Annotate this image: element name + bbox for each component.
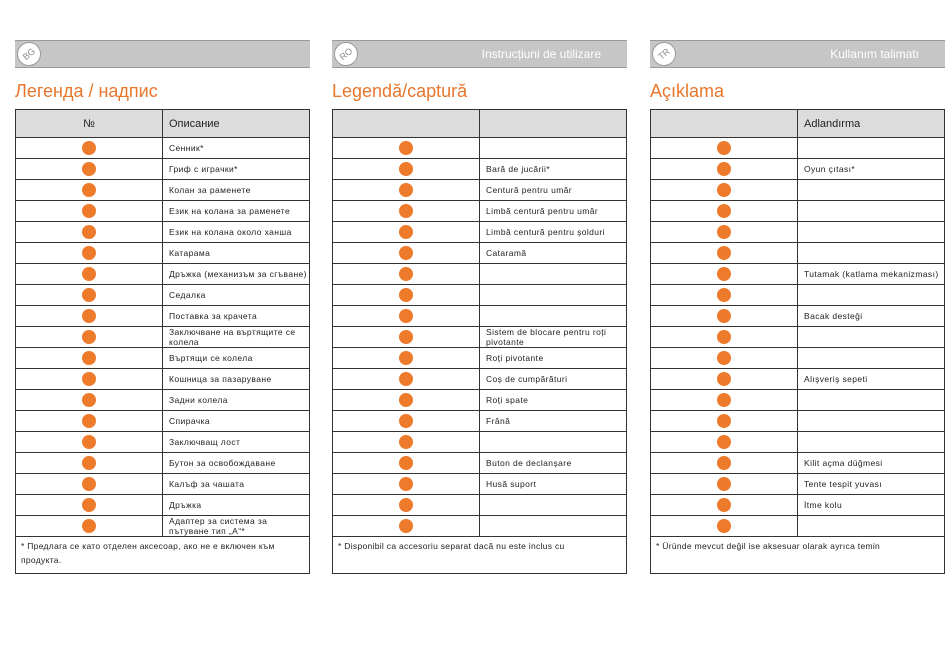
row-marker xyxy=(16,453,163,474)
row-marker xyxy=(651,369,798,390)
column-tr xyxy=(650,40,945,574)
table-row xyxy=(333,390,627,411)
row-marker xyxy=(651,138,798,159)
table-row xyxy=(333,264,627,285)
language-badge-ro: RO xyxy=(329,37,363,71)
orange-circle-icon xyxy=(717,330,731,344)
row-marker xyxy=(16,327,163,348)
row-description xyxy=(798,222,945,243)
table-row xyxy=(16,348,310,369)
orange-circle-icon xyxy=(399,372,413,386)
orange-circle-icon xyxy=(399,162,413,176)
row-marker xyxy=(333,306,480,327)
table-row xyxy=(16,180,310,201)
row-description: Заключване на въртящите се колела xyxy=(163,327,310,348)
row-marker xyxy=(16,201,163,222)
row-marker xyxy=(16,369,163,390)
row-marker xyxy=(333,180,480,201)
orange-circle-icon xyxy=(82,414,96,428)
table-row xyxy=(16,411,310,432)
table-header-desc: Adlandırma xyxy=(798,110,945,138)
row-description xyxy=(480,432,627,453)
row-marker xyxy=(651,264,798,285)
row-description: Husă suport xyxy=(480,474,627,495)
table-row xyxy=(651,495,945,516)
row-description: Limbă centură pentru umăr xyxy=(480,201,627,222)
row-description: Sistem de blocare pentru roți pivotante xyxy=(480,327,627,348)
orange-circle-icon xyxy=(82,435,96,449)
orange-circle-icon xyxy=(399,204,413,218)
row-description: Coș de cumpărături xyxy=(480,369,627,390)
table-row xyxy=(333,369,627,390)
row-description: Адаптер за система за пътуване тип „А“* xyxy=(163,516,310,537)
row-description: Tente tespit yuvası xyxy=(798,474,945,495)
table-row xyxy=(333,222,627,243)
row-marker xyxy=(651,474,798,495)
row-marker xyxy=(16,390,163,411)
row-description: Седалка xyxy=(163,285,310,306)
table-row xyxy=(16,453,310,474)
orange-circle-icon xyxy=(82,141,96,155)
table-row xyxy=(333,348,627,369)
table-row xyxy=(651,138,945,159)
orange-circle-icon xyxy=(717,246,731,260)
table-row xyxy=(651,222,945,243)
orange-circle-icon xyxy=(717,477,731,491)
row-description: Дръжка xyxy=(163,495,310,516)
orange-circle-icon xyxy=(717,309,731,323)
row-marker xyxy=(333,453,480,474)
row-marker xyxy=(651,159,798,180)
table-row xyxy=(16,159,310,180)
row-marker xyxy=(16,243,163,264)
section-title-tr: Açıklama xyxy=(650,81,725,101)
orange-circle-icon xyxy=(399,456,413,470)
row-description xyxy=(798,138,945,159)
row-marker xyxy=(333,243,480,264)
table-header-desc: Описание xyxy=(163,110,310,138)
row-marker xyxy=(16,138,163,159)
row-description xyxy=(798,243,945,264)
table-row xyxy=(333,285,627,306)
orange-circle-icon xyxy=(399,267,413,281)
table-row xyxy=(333,411,627,432)
orange-circle-icon xyxy=(399,435,413,449)
orange-circle-icon xyxy=(717,225,731,239)
table-row xyxy=(333,180,627,201)
row-marker xyxy=(333,327,480,348)
orange-circle-icon xyxy=(82,456,96,470)
row-description: Колан за раменете xyxy=(163,180,310,201)
row-marker xyxy=(333,285,480,306)
row-marker xyxy=(651,243,798,264)
orange-circle-icon xyxy=(717,351,731,365)
row-description: Oyun çıtası* xyxy=(798,159,945,180)
row-marker xyxy=(333,369,480,390)
row-description xyxy=(798,432,945,453)
row-description: Limbă centură pentru șolduri xyxy=(480,222,627,243)
table-row xyxy=(333,474,627,495)
orange-circle-icon xyxy=(717,162,731,176)
header-bar-bg xyxy=(15,40,310,68)
row-description: Катарама xyxy=(163,243,310,264)
row-description: Език на колана около ханша xyxy=(163,222,310,243)
orange-circle-icon xyxy=(399,330,413,344)
column-ro xyxy=(332,40,627,574)
orange-circle-icon xyxy=(82,246,96,260)
row-marker xyxy=(16,348,163,369)
row-description xyxy=(480,138,627,159)
row-description xyxy=(798,390,945,411)
orange-circle-icon xyxy=(717,435,731,449)
row-marker xyxy=(651,180,798,201)
table-row xyxy=(333,453,627,474)
table-row xyxy=(16,138,310,159)
table-row xyxy=(16,285,310,306)
table-row xyxy=(16,495,310,516)
legend-table-bg xyxy=(15,109,310,574)
orange-circle-icon xyxy=(82,330,96,344)
orange-circle-icon xyxy=(717,372,731,386)
row-marker xyxy=(651,390,798,411)
orange-circle-icon xyxy=(82,183,96,197)
row-description: Buton de declanșare xyxy=(480,453,627,474)
table-row xyxy=(16,516,310,537)
row-description xyxy=(798,180,945,201)
header-title-tr: Kullanım talimatı xyxy=(830,47,919,61)
orange-circle-icon xyxy=(717,456,731,470)
row-marker xyxy=(333,516,480,537)
footnote-row xyxy=(333,537,627,574)
header-title-ro: Instrucțiuni de utilizare xyxy=(481,47,601,61)
row-description: İtme kolu xyxy=(798,495,945,516)
table-row xyxy=(16,327,310,348)
row-description: Задни колела xyxy=(163,390,310,411)
footnote: * Предлага се като отделен аксесоар, ако не е включен към продукта. xyxy=(16,537,310,574)
header-bar-ro xyxy=(332,40,627,68)
orange-circle-icon xyxy=(399,141,413,155)
language-badge-tr: TR xyxy=(647,37,681,71)
row-marker xyxy=(651,348,798,369)
row-description: Гриф с играчки* xyxy=(163,159,310,180)
orange-circle-icon xyxy=(82,372,96,386)
row-description: Въртящи се колела xyxy=(163,348,310,369)
orange-circle-icon xyxy=(399,519,413,533)
table-row xyxy=(333,432,627,453)
orange-circle-icon xyxy=(399,225,413,239)
table-row xyxy=(651,432,945,453)
row-marker xyxy=(333,474,480,495)
column-bg xyxy=(15,40,310,574)
row-marker xyxy=(16,264,163,285)
footnote-row xyxy=(651,537,945,574)
row-marker xyxy=(16,159,163,180)
orange-circle-icon xyxy=(717,414,731,428)
table-row xyxy=(333,243,627,264)
orange-circle-icon xyxy=(82,288,96,302)
table-row xyxy=(333,138,627,159)
orange-circle-icon xyxy=(82,204,96,218)
row-description: Alışveriş sepeti xyxy=(798,369,945,390)
orange-circle-icon xyxy=(399,309,413,323)
row-marker xyxy=(16,180,163,201)
table-row xyxy=(333,516,627,537)
footnote: * Üründe mevcut değil ise aksesuar olarak ayrıca temin xyxy=(651,537,945,574)
row-description xyxy=(480,264,627,285)
table-row xyxy=(651,306,945,327)
row-marker xyxy=(16,474,163,495)
row-marker xyxy=(651,516,798,537)
row-description xyxy=(480,285,627,306)
table-row xyxy=(16,201,310,222)
orange-circle-icon xyxy=(82,351,96,365)
row-marker xyxy=(333,411,480,432)
row-marker xyxy=(651,201,798,222)
row-description: Bacak desteği xyxy=(798,306,945,327)
row-description xyxy=(798,285,945,306)
row-description: Roți pivotante xyxy=(480,348,627,369)
orange-circle-icon xyxy=(717,267,731,281)
row-marker xyxy=(333,138,480,159)
row-marker xyxy=(651,306,798,327)
table-row xyxy=(16,306,310,327)
row-description: Сенник* xyxy=(163,138,310,159)
footnote: * Disponibil ca accesoriu separat dacă nu este inclus cu xyxy=(333,537,627,574)
row-description: Roți spate xyxy=(480,390,627,411)
table-row xyxy=(651,369,945,390)
row-description: Калъф за чашата xyxy=(163,474,310,495)
section-title-ro: Legendă/captură xyxy=(332,81,468,101)
table-row xyxy=(651,348,945,369)
row-description xyxy=(480,495,627,516)
row-marker xyxy=(16,516,163,537)
orange-circle-icon xyxy=(717,288,731,302)
row-description: Bară de jucării* xyxy=(480,159,627,180)
row-marker xyxy=(333,432,480,453)
row-marker xyxy=(333,495,480,516)
table-row xyxy=(333,159,627,180)
row-marker xyxy=(651,453,798,474)
row-description: Кошница за пазаруване xyxy=(163,369,310,390)
orange-circle-icon xyxy=(399,498,413,512)
orange-circle-icon xyxy=(82,519,96,533)
table-row xyxy=(651,327,945,348)
orange-circle-icon xyxy=(82,393,96,407)
row-marker xyxy=(333,201,480,222)
orange-circle-icon xyxy=(399,393,413,407)
table-row xyxy=(651,201,945,222)
row-marker xyxy=(16,285,163,306)
header-bar-tr xyxy=(650,40,945,68)
table-row xyxy=(16,369,310,390)
section-title-bg: Легенда / надпис xyxy=(15,81,158,101)
row-marker xyxy=(16,432,163,453)
table-row xyxy=(651,243,945,264)
row-marker xyxy=(333,264,480,285)
row-description xyxy=(798,411,945,432)
legend-table-ro xyxy=(332,109,627,574)
footnote-row xyxy=(16,537,310,574)
table-row xyxy=(16,474,310,495)
table-header-num xyxy=(651,110,798,138)
row-marker xyxy=(651,327,798,348)
table-row xyxy=(333,495,627,516)
table-row xyxy=(651,180,945,201)
orange-circle-icon xyxy=(82,267,96,281)
table-header-num: № xyxy=(16,110,163,138)
table-row xyxy=(651,390,945,411)
row-description: Tutamak (katlama mekanizması) xyxy=(798,264,945,285)
orange-circle-icon xyxy=(717,204,731,218)
orange-circle-icon xyxy=(717,393,731,407)
table-row xyxy=(651,516,945,537)
row-marker xyxy=(333,159,480,180)
row-marker xyxy=(651,285,798,306)
table-row xyxy=(651,453,945,474)
row-marker xyxy=(16,306,163,327)
orange-circle-icon xyxy=(399,246,413,260)
row-marker xyxy=(16,222,163,243)
row-marker xyxy=(333,222,480,243)
row-marker xyxy=(333,348,480,369)
row-description xyxy=(480,306,627,327)
orange-circle-icon xyxy=(82,225,96,239)
table-row xyxy=(16,243,310,264)
orange-circle-icon xyxy=(399,414,413,428)
row-marker xyxy=(651,495,798,516)
table-row xyxy=(651,264,945,285)
row-marker xyxy=(651,411,798,432)
row-description: Дръжка (механизъм за сгъване) xyxy=(163,264,310,285)
table-header-num xyxy=(333,110,480,138)
orange-circle-icon xyxy=(399,351,413,365)
orange-circle-icon xyxy=(399,288,413,302)
orange-circle-icon xyxy=(82,162,96,176)
table-row xyxy=(651,285,945,306)
orange-circle-icon xyxy=(717,141,731,155)
row-description: Centură pentru umăr xyxy=(480,180,627,201)
orange-circle-icon xyxy=(717,519,731,533)
row-description: Спирачка xyxy=(163,411,310,432)
table-row xyxy=(16,222,310,243)
orange-circle-icon xyxy=(399,183,413,197)
row-description xyxy=(798,327,945,348)
table-row xyxy=(333,201,627,222)
row-description xyxy=(480,516,627,537)
table-row xyxy=(651,159,945,180)
table-row xyxy=(651,474,945,495)
orange-circle-icon xyxy=(82,498,96,512)
row-description: Език на колана за раменете xyxy=(163,201,310,222)
row-marker xyxy=(651,432,798,453)
table-row xyxy=(16,264,310,285)
row-description xyxy=(798,516,945,537)
table-row xyxy=(333,327,627,348)
orange-circle-icon xyxy=(82,477,96,491)
row-description xyxy=(798,201,945,222)
row-description: Frână xyxy=(480,411,627,432)
table-row xyxy=(333,306,627,327)
table-row xyxy=(16,390,310,411)
table-row xyxy=(16,432,310,453)
row-marker xyxy=(651,222,798,243)
legend-table-tr xyxy=(650,109,945,574)
row-description: Cataramă xyxy=(480,243,627,264)
orange-circle-icon xyxy=(399,477,413,491)
orange-circle-icon xyxy=(717,183,731,197)
orange-circle-icon xyxy=(717,498,731,512)
orange-circle-icon xyxy=(82,309,96,323)
row-marker xyxy=(16,495,163,516)
row-description: Поставка за крачета xyxy=(163,306,310,327)
row-marker xyxy=(16,411,163,432)
row-description: Заключващ лост xyxy=(163,432,310,453)
row-description xyxy=(798,348,945,369)
row-marker xyxy=(333,390,480,411)
table-header-desc xyxy=(480,110,627,138)
row-description: Бутон за освобождаване xyxy=(163,453,310,474)
row-description: Kilit açma düğmesi xyxy=(798,453,945,474)
language-badge-bg: BG xyxy=(12,37,46,71)
table-row xyxy=(651,411,945,432)
